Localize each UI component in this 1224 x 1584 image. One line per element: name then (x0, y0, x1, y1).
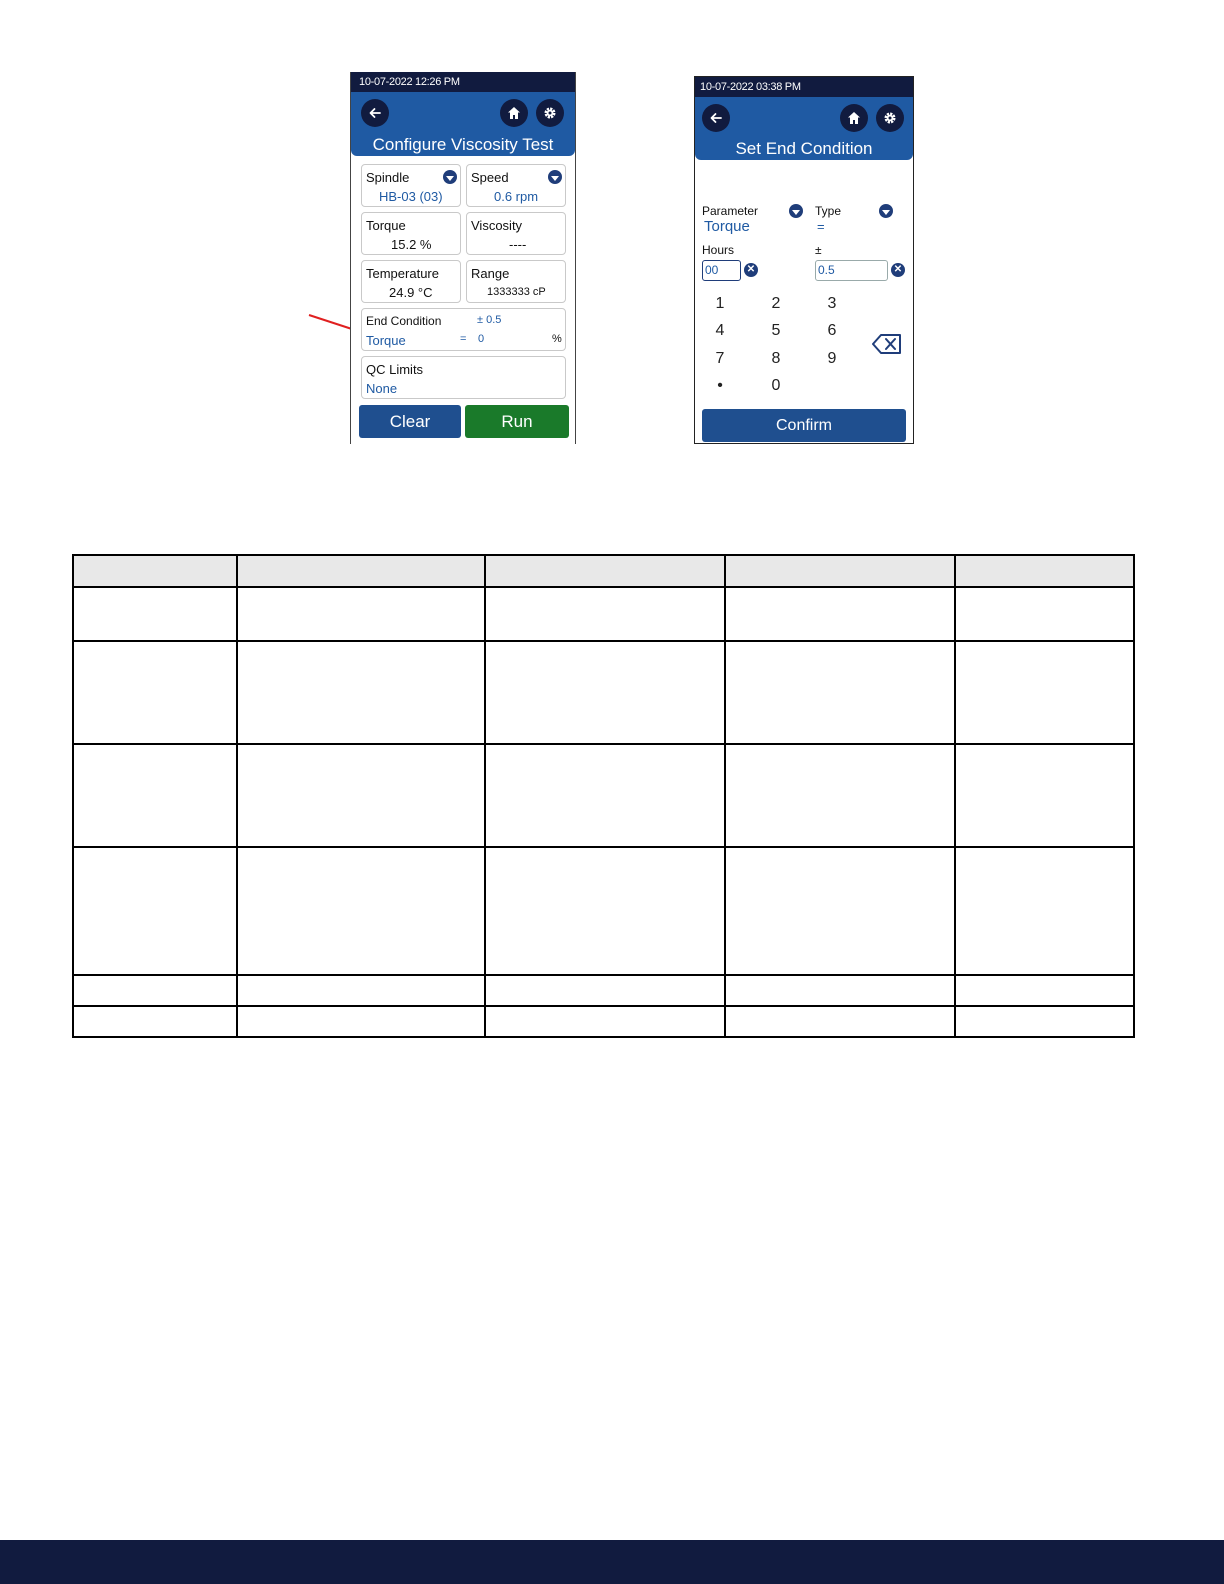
home-icon (846, 110, 862, 126)
table-header-row (73, 555, 1134, 587)
qc-limits-value: None (366, 381, 398, 396)
table-cell (485, 847, 725, 975)
table-cell (237, 641, 485, 744)
gear-icon (882, 110, 898, 126)
configure-viscosity-screen (350, 72, 576, 444)
table-row (73, 975, 1134, 1006)
screen-header (351, 92, 575, 156)
chevron-down-icon[interactable] (879, 204, 893, 218)
table-cell (485, 975, 725, 1006)
table-cell (73, 641, 237, 744)
backspace-icon[interactable] (872, 333, 902, 355)
spindle-card[interactable] (361, 164, 461, 207)
end-condition-label: End Condition (366, 314, 442, 328)
key-4[interactable]: 4 (715, 322, 725, 339)
page-footer-bar (0, 1540, 1224, 1584)
speed-label: Speed (471, 170, 509, 185)
end-condition-type: = (460, 333, 467, 345)
chevron-down-icon[interactable] (789, 204, 803, 218)
torque-value: 15.2 % (391, 237, 432, 252)
parameter-label: Parameter (702, 204, 759, 218)
end-condition-value: 0 (478, 333, 485, 345)
settings-button[interactable] (536, 99, 564, 127)
key-1[interactable]: 1 (715, 295, 725, 312)
tolerance-input[interactable]: 0.5 (815, 260, 888, 281)
table-cell (955, 744, 1134, 847)
table-cell (955, 847, 1134, 975)
table-cell (237, 587, 485, 641)
table-cell (485, 1006, 725, 1037)
table-cell (485, 744, 725, 847)
end-condition-unit: % (552, 333, 562, 345)
table-row (73, 1006, 1134, 1037)
page-title: Set End Condition (735, 139, 873, 158)
arrow-left-icon (708, 110, 724, 126)
tolerance-label: ± (815, 243, 822, 257)
table-cell (955, 587, 1134, 641)
clear-button[interactable]: Clear (359, 405, 461, 438)
key-2[interactable]: 2 (771, 295, 781, 312)
range-value: 1333333 cP (487, 286, 546, 298)
chevron-down-icon[interactable] (548, 170, 562, 184)
table-cell (955, 641, 1134, 744)
data-table (72, 554, 1135, 1038)
hours-input[interactable]: 00 (702, 260, 741, 281)
end-condition-parameter: Torque (366, 333, 406, 348)
table-cell (485, 587, 725, 641)
type-label: Type (815, 204, 842, 218)
table-cell (237, 975, 485, 1006)
table-cell (237, 744, 485, 847)
clear-hours-icon[interactable]: ✕ (744, 263, 758, 277)
qc-limits-label: QC Limits (366, 362, 424, 377)
speed-card[interactable] (466, 164, 566, 207)
home-button[interactable] (500, 99, 528, 127)
settings-button[interactable] (876, 104, 904, 132)
table-cell (73, 1006, 237, 1037)
table-header-cell (485, 555, 725, 587)
set-end-condition-screen (694, 76, 914, 444)
arrow-left-icon (367, 105, 383, 121)
status-bar: 10-07-2022 12:26 PM (351, 72, 575, 92)
qc-limits-card[interactable] (361, 356, 566, 399)
table-header-cell (73, 555, 237, 587)
clear-tolerance-icon[interactable]: ✕ (891, 263, 905, 277)
end-condition-card[interactable] (361, 308, 566, 351)
key-9[interactable]: 9 (827, 350, 837, 367)
back-button[interactable] (361, 99, 389, 127)
back-button[interactable] (702, 104, 730, 132)
table-cell (485, 641, 725, 744)
table-header-cell (955, 555, 1134, 587)
torque-label: Torque (366, 218, 406, 233)
run-button[interactable]: Run (465, 405, 569, 438)
home-button[interactable] (840, 104, 868, 132)
table-cell (725, 1006, 955, 1037)
table-cell (73, 847, 237, 975)
key-5[interactable]: 5 (771, 322, 781, 339)
key-0[interactable]: 0 (771, 377, 781, 394)
table-row (73, 744, 1134, 847)
screen-header (695, 97, 913, 160)
table-row (73, 641, 1134, 744)
viscosity-value: ---- (509, 237, 527, 252)
table-cell (73, 744, 237, 847)
type-value[interactable]: = (817, 219, 825, 234)
key-8[interactable]: 8 (771, 350, 781, 367)
range-label: Range (471, 266, 510, 281)
confirm-button[interactable]: Confirm (702, 409, 906, 442)
key-3[interactable]: 3 (827, 295, 837, 312)
table-cell (725, 587, 955, 641)
viscosity-card (466, 212, 566, 255)
table-cell (73, 587, 237, 641)
key-6[interactable]: 6 (827, 322, 837, 339)
table-cell (955, 975, 1134, 1006)
table-header-cell (237, 555, 485, 587)
gear-icon (542, 105, 558, 121)
table-cell (237, 1006, 485, 1037)
temperature-card (361, 260, 461, 303)
viscosity-label: Viscosity (471, 218, 523, 233)
chevron-down-icon[interactable] (443, 170, 457, 184)
table-cell (73, 975, 237, 1006)
page-title: Configure Viscosity Test (372, 135, 554, 154)
spindle-label: Spindle (366, 170, 410, 185)
status-bar: 10-07-2022 03:38 PM (695, 77, 913, 97)
speed-value: 0.6 rpm (494, 189, 539, 204)
torque-card (361, 212, 461, 255)
parameter-value[interactable]: Torque (704, 218, 750, 235)
table-header-cell (725, 555, 955, 587)
table-cell (955, 1006, 1134, 1037)
temperature-label: Temperature (366, 266, 439, 281)
spindle-value: HB-03 (03) (379, 189, 443, 204)
hours-label: Hours (702, 243, 735, 257)
table-cell (725, 641, 955, 744)
key-decimal[interactable]: • (717, 377, 723, 394)
range-card (466, 260, 566, 303)
key-7[interactable]: 7 (715, 350, 725, 367)
home-icon (506, 105, 522, 121)
table-row (73, 587, 1134, 641)
table-cell (725, 847, 955, 975)
table-row (73, 847, 1134, 975)
end-condition-tolerance: ± 0.5 (477, 314, 502, 326)
table-cell (237, 847, 485, 975)
table-cell (725, 975, 955, 1006)
table-cell (725, 744, 955, 847)
temperature-value: 24.9 °C (389, 285, 433, 300)
